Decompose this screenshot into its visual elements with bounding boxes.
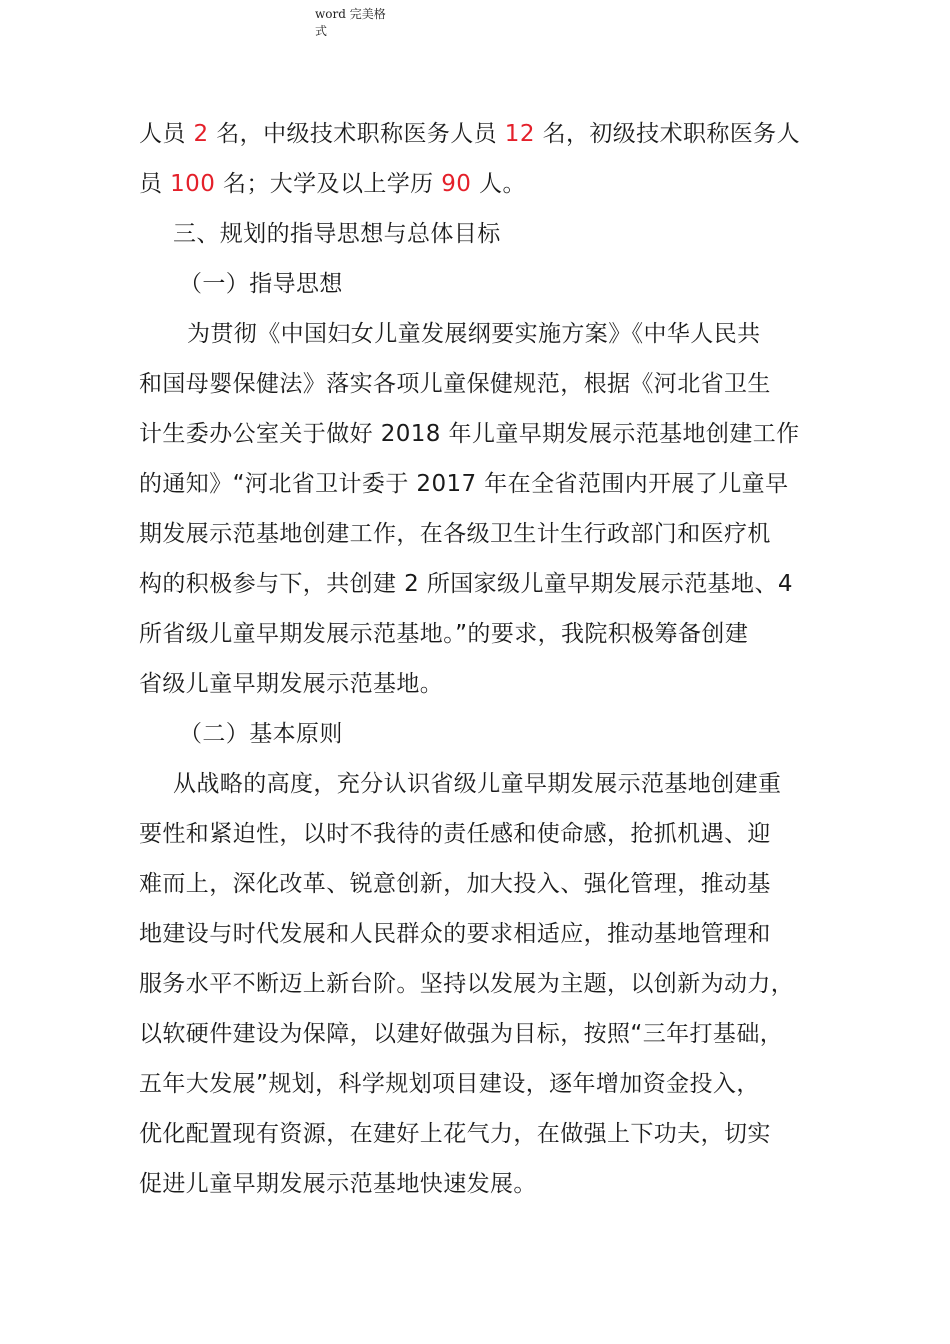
subsection-heading: （一）指导思想 <box>179 271 343 297</box>
intro-text: 名；大学及以上学历 <box>215 171 442 197</box>
intro-line-1 <box>139 109 819 159</box>
paragraph-line: 所省级儿童早期发展示范基地。”的要求，我院积极筹备创建 <box>139 621 749 647</box>
intro-line-2 <box>139 159 819 209</box>
highlight-number: 90 <box>441 171 472 197</box>
section-heading: 三、规划的指导思想与总体目标 <box>173 221 501 247</box>
subsection-heading: （二）基本原则 <box>179 721 343 747</box>
paragraph-line: 计生委办公室关于做好 2018 年儿童早期发展示范基地创建工作 <box>139 421 800 447</box>
paragraph-line: 从战略的高度，充分认识省级儿童早期发展示范基地创建重 <box>173 771 782 797</box>
paragraph-line: 的通知》“河北省卫计委于 2017 年在全省范围内开展了儿童早 <box>139 471 789 497</box>
paragraph-line: 为贯彻《中国妇女儿童发展纲要实施方案》《中华人民共 <box>187 321 761 347</box>
highlight-number: 2 <box>193 121 209 147</box>
paragraph-line: 优化配置现有资源，在建好上花气力，在做强上下功夫，切实 <box>139 1121 771 1147</box>
paragraph-line: 和国母婴保健法》落实各项儿童保健规范，根据《河北省卫生 <box>139 371 771 397</box>
paragraph-line: 难而上，深化改革、锐意创新，加大投入、强化管理，推动基 <box>139 871 771 897</box>
paragraph-line: 要性和紧迫性，以时不我待的责任感和使命感，抢抓机遇、迎 <box>139 821 771 847</box>
intro-text: 人。 <box>471 171 526 197</box>
highlight-number: 100 <box>170 171 216 197</box>
header-note-line-1: word 完美格 <box>315 7 386 21</box>
intro-text: 员 <box>139 171 171 197</box>
paragraph-line: 地建设与时代发展和人民群众的要求相适应，推动基地管理和 <box>139 921 771 947</box>
intro-text: 人员 <box>139 121 194 147</box>
paragraph-line: 期发展示范基地创建工作，在各级卫生计生行政部门和医疗机 <box>139 521 771 547</box>
paragraph-line: 五年大发展”规划，科学规划项目建设，逐年增加资金投入， <box>139 1071 760 1097</box>
paragraph-line: 省级儿童早期发展示范基地。 <box>139 671 444 697</box>
intro-text: 名，中级技术职称医务人员 <box>208 121 505 147</box>
header-note <box>315 6 386 40</box>
paragraph-line: 服务水平不断迈上新台阶。坚持以发展为主题，以创新为动力， <box>139 971 795 997</box>
paragraph-line: 构的积极参与下，共创建 2 所国家级儿童早期发展示范基地、4 <box>139 571 793 597</box>
document-body <box>139 109 819 1209</box>
header-note-line-2: 式 <box>315 24 328 38</box>
paragraph-line: 促进儿童早期发展示范基地快速发展。 <box>139 1171 537 1197</box>
paragraph-line: 以软硬件建设为保障，以建好做强为目标，按照“三年打基础， <box>139 1021 784 1047</box>
intro-text: 名，初级技术职称医务人 <box>534 121 800 147</box>
highlight-number: 12 <box>504 121 535 147</box>
